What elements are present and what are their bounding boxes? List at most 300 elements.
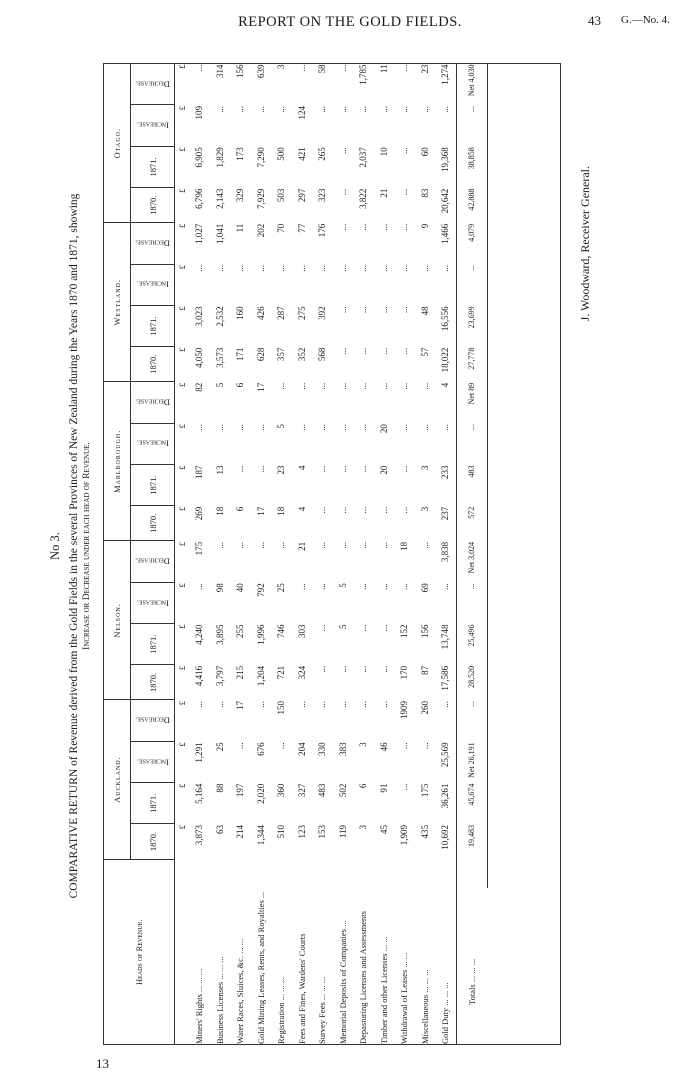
- value-cell: ...: [337, 347, 348, 355]
- value-cell: ...: [419, 541, 430, 549]
- value-cell: 392: [317, 306, 328, 320]
- value-cell: ...: [419, 382, 430, 390]
- table-row: [292, 64, 313, 1046]
- value-cell: ...: [214, 105, 225, 113]
- value-cell: 9: [419, 223, 430, 229]
- table-row: [251, 64, 272, 1046]
- value-cell: 324: [296, 665, 307, 680]
- unit-cell: £: [177, 541, 187, 547]
- unit-cell: £: [177, 742, 187, 747]
- unit-cell: £: [177, 465, 187, 470]
- value-cell: 4: [296, 465, 307, 470]
- value-cell: ...: [419, 105, 430, 113]
- row-spacer: [189, 859, 210, 888]
- table-row: [333, 64, 354, 1046]
- value-cell: 23: [276, 465, 287, 475]
- value-cell: ...: [378, 265, 389, 272]
- value-cell: 314: [214, 64, 225, 78]
- value-cell: ...: [378, 583, 389, 590]
- value-cell: 153: [317, 824, 328, 839]
- total-value: 42,888: [467, 188, 476, 211]
- value-cell: 360: [276, 783, 287, 798]
- value-cell: 156: [235, 64, 246, 78]
- value-cell: 60: [419, 147, 430, 157]
- total-value: ...: [467, 700, 476, 707]
- value-cell: 435: [419, 824, 430, 839]
- value-cell: 746: [276, 624, 287, 639]
- unit-cell: £: [177, 506, 187, 512]
- value-cell: 7,929: [255, 188, 266, 209]
- value-cell: 119: [337, 824, 348, 839]
- value-cell: 3,895: [214, 624, 225, 645]
- value-cell: ...: [358, 583, 369, 590]
- total-cell: [456, 464, 487, 505]
- value-cell: 16,556: [440, 306, 451, 332]
- total-cell: [456, 105, 487, 146]
- document-reference: G.—No. 4.: [621, 14, 670, 26]
- value-cell: ...: [317, 506, 328, 514]
- row-spacer: [374, 859, 395, 888]
- total-value: 4,079: [467, 223, 476, 242]
- table-row: [374, 64, 395, 1046]
- value-cell: 82: [194, 382, 205, 392]
- unit-cell: £: [177, 583, 187, 588]
- table-row: [189, 64, 210, 1046]
- total-cell: [456, 665, 487, 700]
- value-cell: 3: [358, 742, 369, 747]
- revenue-head-label: Business Licenses ... ... ...: [214, 956, 225, 1044]
- revenue-head-label: Miscellaneous ... ... ...: [419, 969, 430, 1044]
- total-value: ...: [467, 583, 476, 590]
- value-cell: 214: [235, 824, 246, 839]
- value-cell: 269: [194, 506, 205, 521]
- unit-cell: £: [177, 105, 187, 111]
- value-cell: ...: [358, 541, 369, 549]
- value-cell: 483: [317, 783, 328, 798]
- value-cell: 17,586: [440, 665, 451, 691]
- unit-cell: £: [177, 624, 187, 629]
- value-cell: ...: [235, 105, 246, 113]
- value-cell: 171: [235, 347, 246, 362]
- value-cell: 152: [399, 624, 410, 639]
- value-cell: 58: [317, 64, 328, 74]
- value-cell: 57: [419, 347, 430, 357]
- value-cell: ...: [276, 105, 287, 113]
- value-cell: 20,642: [440, 188, 451, 214]
- value-cell: ...: [317, 382, 328, 390]
- value-cell: 721: [276, 665, 287, 680]
- value-cell: 6: [358, 783, 369, 789]
- value-cell: 2,143: [214, 188, 225, 209]
- total-value: ...: [467, 265, 476, 272]
- value-cell: 287: [276, 306, 287, 320]
- value-cell: ...: [317, 700, 328, 708]
- table-row: [230, 64, 251, 1046]
- value-cell: ...: [378, 541, 389, 549]
- value-cell: 17: [235, 700, 246, 710]
- total-cell: [456, 582, 487, 623]
- value-cell: 357: [276, 347, 287, 362]
- decrease-header: Decrease.: [131, 223, 175, 264]
- value-cell: ...: [399, 465, 410, 473]
- value-cell: ...: [358, 265, 369, 272]
- unit-cell: £: [177, 306, 187, 311]
- total-cell: [456, 264, 487, 305]
- value-cell: 109: [194, 105, 205, 120]
- value-cell: 11: [378, 64, 389, 74]
- increase-header: Increase.: [131, 741, 175, 782]
- total-value: 38,858: [467, 147, 476, 170]
- value-cell: ...: [337, 223, 348, 231]
- total-cell: [456, 700, 487, 741]
- value-cell: 2,037: [358, 147, 369, 168]
- decrease-header: Decrease.: [131, 541, 175, 582]
- value-cell: 4,416: [194, 665, 205, 687]
- value-cell: ...: [296, 583, 307, 590]
- value-cell: 175: [419, 783, 430, 798]
- total-cell: [456, 741, 487, 782]
- value-cell: 3,573: [214, 347, 225, 368]
- value-cell: ...: [337, 188, 348, 196]
- total-cell: [456, 624, 487, 665]
- value-cell: 510: [276, 824, 287, 839]
- value-cell: ...: [358, 223, 369, 231]
- unit-cell: £: [177, 424, 187, 429]
- revenue-head-label: Timber and other Licenses ... ...: [378, 936, 389, 1044]
- value-cell: ...: [378, 665, 389, 673]
- value-cell: 237: [440, 506, 451, 521]
- table-title: COMPARATIVE RETURN of Revenue derived from the Gold Fields in the several Provinces of New Zealand during the Years 1870 and 1871, showing: [68, 193, 80, 899]
- value-cell: 4,240: [194, 624, 205, 645]
- table-row: [394, 64, 415, 1046]
- value-cell: ...: [378, 105, 389, 113]
- value-cell: 323: [317, 188, 328, 203]
- revenue-head-label: Survey Fees ... ... ...: [317, 976, 328, 1044]
- total-cell: [456, 223, 487, 264]
- value-cell: 260: [419, 700, 430, 715]
- value-cell: 18: [399, 541, 410, 551]
- total-cell: [456, 382, 487, 423]
- value-cell: 1,909: [399, 824, 410, 846]
- value-cell: 202: [255, 223, 266, 238]
- value-cell: 23: [419, 64, 430, 74]
- heads-of-revenue-header: Heads of Revenue.: [103, 859, 175, 1045]
- total-value: 572: [467, 506, 476, 519]
- total-value: 483: [467, 465, 476, 478]
- value-cell: 18: [276, 506, 287, 516]
- value-cell: 3: [419, 506, 430, 512]
- value-cell: 568: [317, 347, 328, 362]
- value-cell: ...: [276, 742, 287, 750]
- value-cell: 215: [235, 665, 246, 680]
- value-cell: 1,466: [440, 223, 451, 244]
- unit-cell: £: [177, 147, 187, 152]
- value-cell: 10: [378, 147, 389, 157]
- value-cell: 3: [358, 824, 369, 830]
- total-cell: [456, 188, 487, 223]
- value-cell: 87: [419, 665, 430, 675]
- value-cell: 77: [296, 223, 307, 233]
- year-1870-header: 1870.: [131, 506, 175, 541]
- value-cell: ...: [399, 783, 410, 791]
- value-cell: 275: [296, 306, 307, 320]
- value-cell: ...: [358, 347, 369, 355]
- value-cell: ...: [276, 265, 287, 272]
- value-cell: ...: [194, 424, 205, 431]
- value-cell: ...: [419, 742, 430, 750]
- value-cell: 83: [419, 188, 430, 198]
- province-header: Auckland.: [103, 700, 131, 859]
- value-cell: ...: [214, 265, 225, 272]
- value-cell: 5: [337, 624, 348, 630]
- year-1870-header: 1870.: [131, 188, 175, 223]
- revenue-head-label: Gold Mining Leases, Rents, and Royalties ...: [255, 891, 266, 1044]
- value-cell: ...: [399, 424, 410, 431]
- increase-header: Increase.: [131, 423, 175, 464]
- signature: J. Woodward, Receiver General.: [578, 166, 592, 322]
- decrease-header: Decrease.: [131, 700, 175, 741]
- row-spacer: [292, 859, 313, 888]
- revenue-head-label: Gold Duty ... ... ...: [440, 982, 451, 1044]
- value-cell: 5,164: [194, 783, 205, 804]
- unit-cell: £: [177, 347, 187, 352]
- value-cell: 676: [255, 742, 266, 756]
- province-header: Marlborough.: [103, 382, 131, 541]
- value-cell: 330: [317, 742, 328, 756]
- totals-row: [456, 64, 487, 1046]
- value-cell: ...: [358, 624, 369, 632]
- value-cell: ...: [337, 105, 348, 113]
- value-cell: ...: [399, 64, 410, 72]
- total-cell: [456, 146, 487, 187]
- value-cell: ...: [440, 265, 451, 272]
- value-cell: 21: [378, 188, 389, 198]
- value-cell: 176: [317, 223, 328, 238]
- value-cell: 2,532: [214, 306, 225, 327]
- unit-cell: £: [177, 382, 187, 388]
- value-cell: ...: [235, 424, 246, 431]
- value-cell: 628: [255, 347, 266, 362]
- value-cell: ...: [194, 64, 205, 72]
- value-cell: 48: [419, 306, 430, 316]
- value-cell: ...: [399, 742, 410, 750]
- footer-page-number: 13: [96, 1056, 109, 1071]
- value-cell: 88: [214, 783, 225, 793]
- value-cell: 1909: [399, 700, 410, 719]
- value-cell: ...: [337, 541, 348, 549]
- value-cell: ...: [378, 306, 389, 314]
- value-cell: ...: [399, 223, 410, 231]
- value-cell: ...: [358, 465, 369, 473]
- value-cell: 503: [276, 188, 287, 203]
- year-1871-header: 1871.: [131, 464, 175, 505]
- value-cell: ...: [399, 347, 410, 355]
- revenue-head-label: Water Races, Sluices, &c. ... ...: [235, 938, 246, 1044]
- value-cell: 21: [296, 541, 307, 551]
- value-cell: ...: [194, 265, 205, 272]
- value-cell: ...: [276, 382, 287, 390]
- row-spacer: [251, 859, 272, 888]
- table-row: [435, 64, 456, 1046]
- value-cell: 123: [296, 824, 307, 839]
- value-cell: 297: [296, 188, 307, 203]
- province-header: Westland.: [103, 223, 131, 382]
- value-cell: 1,785: [358, 64, 369, 85]
- value-cell: 18,022: [440, 347, 451, 373]
- total-cell: [456, 541, 487, 582]
- total-value: ...: [467, 424, 476, 431]
- value-cell: ...: [358, 665, 369, 673]
- value-cell: ...: [358, 424, 369, 431]
- value-cell: ...: [317, 105, 328, 113]
- value-cell: 19,368: [440, 147, 451, 173]
- value-cell: ...: [317, 265, 328, 272]
- value-cell: 18: [214, 506, 225, 516]
- page-header-title: REPORT ON THE GOLD FIELDS.: [238, 14, 462, 30]
- value-cell: 6: [235, 506, 246, 512]
- value-cell: 6,905: [194, 147, 205, 168]
- value-cell: 175: [194, 541, 205, 556]
- value-cell: ...: [296, 265, 307, 272]
- value-cell: 500: [276, 147, 287, 161]
- value-cell: 5: [276, 424, 287, 429]
- row-spacer: [353, 859, 374, 888]
- value-cell: ...: [378, 347, 389, 355]
- table-row: [312, 64, 333, 1046]
- value-cell: 4: [440, 382, 451, 388]
- value-cell: 3,023: [194, 306, 205, 327]
- value-cell: ...: [399, 105, 410, 113]
- total-value: 27,778: [467, 347, 476, 370]
- value-cell: ...: [440, 700, 451, 708]
- value-cell: 3,838: [440, 541, 451, 563]
- value-cell: 265: [317, 147, 328, 161]
- value-cell: ...: [255, 105, 266, 113]
- revenue-head-label: Withdrawal of Leases ... ...: [399, 952, 410, 1044]
- value-cell: ...: [276, 541, 287, 549]
- value-cell: ...: [419, 265, 430, 272]
- total-value: Net 3,024: [467, 541, 476, 574]
- totals-label: Totals ... ... ...: [456, 888, 487, 1045]
- total-cell: [456, 423, 487, 464]
- value-cell: ...: [358, 700, 369, 708]
- unit-cell: £: [177, 665, 187, 671]
- year-1871-header: 1871.: [131, 146, 175, 187]
- row-spacer: [435, 859, 456, 888]
- value-cell: 502: [337, 783, 348, 798]
- value-cell: ...: [296, 424, 307, 431]
- value-cell: 98: [214, 583, 225, 593]
- row-spacer: [456, 859, 487, 888]
- value-cell: 3,873: [194, 824, 205, 846]
- table-row: [415, 64, 436, 1046]
- value-cell: ...: [255, 424, 266, 431]
- value-cell: 3,797: [214, 665, 225, 687]
- year-1870-header: 1870.: [131, 824, 175, 859]
- row-spacer: [394, 859, 415, 888]
- total-value: Net 4,030: [467, 64, 476, 97]
- year-1870-header: 1870.: [131, 665, 175, 700]
- value-cell: 1,344: [255, 824, 266, 846]
- value-cell: 426: [255, 306, 266, 320]
- value-cell: 1,204: [255, 665, 266, 687]
- value-cell: ...: [255, 541, 266, 549]
- unit-cell: £: [177, 223, 187, 228]
- value-cell: 1,027: [194, 223, 205, 244]
- year-1871-header: 1871.: [131, 305, 175, 346]
- value-cell: ...: [440, 105, 451, 113]
- unit-cell: £: [177, 700, 187, 706]
- value-cell: 17: [255, 506, 266, 516]
- value-cell: 40: [235, 583, 246, 593]
- total-cell: [456, 64, 487, 105]
- value-cell: ...: [399, 306, 410, 314]
- table-subtitle: Increase or Decrease under each head of Revenue.: [82, 442, 92, 650]
- value-cell: ...: [255, 465, 266, 473]
- value-cell: 11: [235, 223, 246, 233]
- value-cell: ...: [317, 665, 328, 673]
- value-cell: ...: [419, 424, 430, 431]
- year-1871-header: 1871.: [131, 783, 175, 824]
- revenue-head-label: Miners' Rights ... ... ...: [194, 968, 205, 1044]
- value-cell: ...: [214, 424, 225, 431]
- value-cell: ...: [214, 700, 225, 708]
- decrease-header: Decrease.: [131, 64, 175, 105]
- revenue-head-label: Memorial Deposits of Companies ...: [337, 920, 348, 1044]
- value-cell: 17: [255, 382, 266, 392]
- revenue-table: [103, 63, 488, 1045]
- total-cell: [456, 824, 487, 859]
- value-cell: ...: [440, 424, 451, 431]
- value-cell: 7,290: [255, 147, 266, 168]
- value-cell: 255: [235, 624, 246, 639]
- value-cell: 1,829: [214, 147, 225, 168]
- value-cell: 20: [378, 465, 389, 475]
- value-cell: ...: [378, 624, 389, 632]
- value-cell: ...: [378, 506, 389, 514]
- value-cell: 156: [419, 624, 430, 639]
- value-cell: 792: [255, 583, 266, 597]
- value-cell: 421: [296, 147, 307, 161]
- value-cell: 6,796: [194, 188, 205, 209]
- row-spacer: [312, 859, 333, 888]
- year-1871-header: 1871.: [131, 624, 175, 665]
- value-cell: 170: [399, 665, 410, 680]
- table-row: [353, 64, 374, 1046]
- value-cell: ...: [235, 541, 246, 549]
- increase-header: Increase.: [131, 105, 175, 146]
- value-cell: ...: [296, 700, 307, 708]
- row-spacer: [230, 859, 251, 888]
- value-cell: 187: [194, 465, 205, 479]
- value-cell: ...: [194, 583, 205, 590]
- value-cell: 10,692: [440, 824, 451, 850]
- value-cell: ...: [399, 265, 410, 272]
- value-cell: 1,274: [440, 64, 451, 85]
- value-cell: ...: [399, 583, 410, 590]
- value-cell: 639: [255, 64, 266, 78]
- total-value: Net 89: [467, 382, 476, 405]
- value-cell: 327: [296, 783, 307, 798]
- unit-cell: £: [177, 265, 187, 270]
- value-cell: ...: [337, 306, 348, 314]
- value-cell: 4: [296, 506, 307, 512]
- value-cell: 69: [419, 583, 430, 593]
- value-cell: ...: [337, 700, 348, 708]
- table-row: [271, 64, 292, 1046]
- value-cell: ...: [337, 506, 348, 514]
- table-number: No 3.: [48, 532, 62, 560]
